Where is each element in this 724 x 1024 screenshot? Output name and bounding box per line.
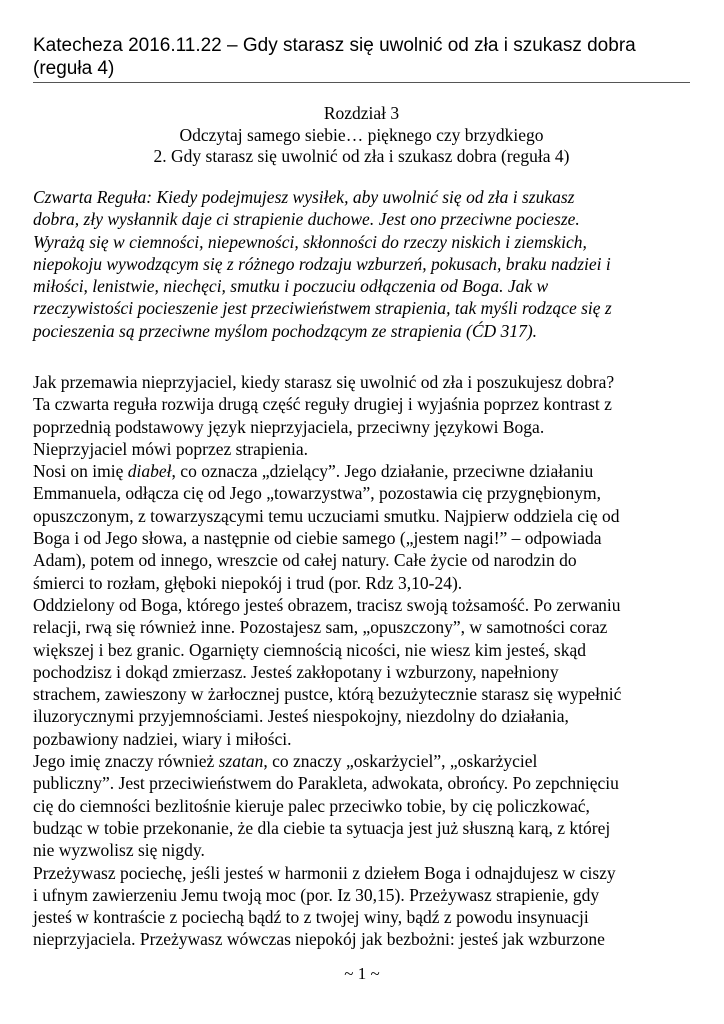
header-title-line-1: Katecheza 2016.11.22 – Gdy starasz się uwolnić od zła i szukasz dobra <box>33 35 636 56</box>
body-line: Jak przemawia nieprzyjaciel, kiedy starasz się uwolnić od zła i poszukujesz dobra? <box>33 372 615 392</box>
body-line: publiczny”. Jest przeciwieństwem do Parakleta, adwokata, obrońcy. Po zepchnięciu <box>33 773 619 794</box>
section-title: 2. Gdy starasz się uwolnić od zła i szukasz dobra (reguła 4) <box>153 146 570 166</box>
body-line: nieprzyjaciela. Przeżywasz wówczas niepokój jak bezbożni: jesteś jak wzburzone <box>33 929 605 950</box>
body-line: iluzorycznymi przyjemnościami. Jesteś niespokojny, niezdolny do działania, <box>33 706 569 727</box>
body-line: cię do ciemności bezlitośnie kieruje palec przeciwko tobie, by cię policzkować, <box>33 795 590 816</box>
body-line: Przeżywasz pociechę, jeśli jesteś w harmonii z dziełem Boga i odnajdujesz w ciszy <box>33 862 616 883</box>
quote-line: miłości, lenistwie, niechęci, smutku i poczuciu odłączenia od Boga. Jak w <box>33 276 549 297</box>
body-line: Boga i od Jego słowa, a następnie od ciebie samego („jestem nagi!” – odpowiada <box>33 528 602 549</box>
body-line: budząc w tobie przekonanie, że dla ciebie ta sytuacja jest już słuszną karą, z której <box>33 817 611 838</box>
body-line: Ta czwarta reguła rozwija drugą część reguły drugiej i wyjaśnia poprzez kontrast z <box>33 394 612 415</box>
emphasized-term: diabeł <box>127 461 172 482</box>
header-title-line-2: (reguła 4) <box>33 58 115 79</box>
body-line: większej i bez granic. Ogarnięty ciemnością nicości, nie wiesz kim jesteś, skąd <box>33 639 587 660</box>
page-header <box>33 34 688 80</box>
body-line: Emmanuela, odłącza cię od Jego „towarzystwa”, pozostawia cię przygnębionym, <box>33 483 602 504</box>
body-line: pozbawiony nadziei, wiary i miłości. <box>33 728 292 749</box>
body-line: Adam), potem od innego, wreszcie od całej natury. Całe życie od narodzin do <box>33 550 577 571</box>
chapter-heading <box>33 103 690 168</box>
body-line: pochodzisz i dokąd zmierzasz. Jesteś zakłopotany i wzburzony, napełniony <box>33 661 559 682</box>
body-line: jesteś w kontraście z pociechą bądź to z twojej winy, bądź z powodu insynuacji <box>33 907 589 928</box>
body-line: nie wyzwolisz się nigdy. <box>33 840 205 861</box>
body-line: śmierci to rozłam, głęboki niepokój i trud (por. Rdz 3,10-24). <box>33 572 463 593</box>
quote-line: pocieszenia są przeciwne myślom pochodzącym ze strapienia (ĆD 317). <box>33 320 538 341</box>
body-line: Jego imię znaczy również szatan, co znaczy „oskarżyciel”, „oskarżyciel <box>33 751 538 772</box>
body-line: relacji, rwą się również inne. Pozostajesz sam, „opuszczony”, w samotności coraz <box>33 617 608 638</box>
quote-line: dobra, zły wysłannik daje ci strapienie duchowe. Jest ono przeciwne pociesze. <box>33 209 580 230</box>
body-line: strachem, zawieszony w żarłocznej pustce, którą bezużytecznie starasz się wypełnić <box>33 684 622 705</box>
quote-line: Czwarta Reguła: Kiedy podejmujesz wysiłek, aby uwolnić się od zła i szukasz <box>33 187 575 207</box>
page-number: ~ 1 ~ <box>344 964 380 983</box>
rule-quote <box>33 186 690 342</box>
quote-line: rzeczywistości pocieszenie jest przeciwieństwem strapienia, tak myśli rodzące się z <box>33 298 612 319</box>
body-line: Oddzielony od Boga, którego jesteś obrazem, tracisz swoją tożsamość. Po zerwaniu <box>33 594 621 615</box>
body-line: poprzednią podstawowy język nieprzyjaciela, przeciwny językowi Boga. <box>33 416 545 437</box>
body-line: opuszczonym, z towarzyszącymi temu uczuciami smutku. Najpierw oddziela cię od <box>33 505 620 526</box>
body-line: Nieprzyjaciel mówi poprzez strapienia. <box>33 438 309 459</box>
quote-line: Wyrażą się w ciemności, niepewności, skłonności do rzeczy niskich i ziemskich, <box>33 231 587 252</box>
chapter-subtitle: Odczytaj samego siebie… pięknego czy brzydkiego <box>179 124 544 145</box>
body-line: Nosi on imię diabeł, co oznacza „dzielący”. Jego działanie, przeciwne działaniu <box>33 461 594 482</box>
body-line: i ufnym zawierzeniu Jemu twoją moc (por. Iz 30,15). Przeżywasz strapienie, gdy <box>33 884 600 905</box>
emphasized-term: szatan <box>218 751 264 772</box>
header-divider <box>33 82 690 83</box>
chapter-title: Rozdział 3 <box>323 103 400 123</box>
body-text <box>33 371 690 951</box>
quote-line: niepokoju wywodzącym się z różnego rodzaju wzburzeń, pokusach, braku nadziei i <box>33 253 611 274</box>
